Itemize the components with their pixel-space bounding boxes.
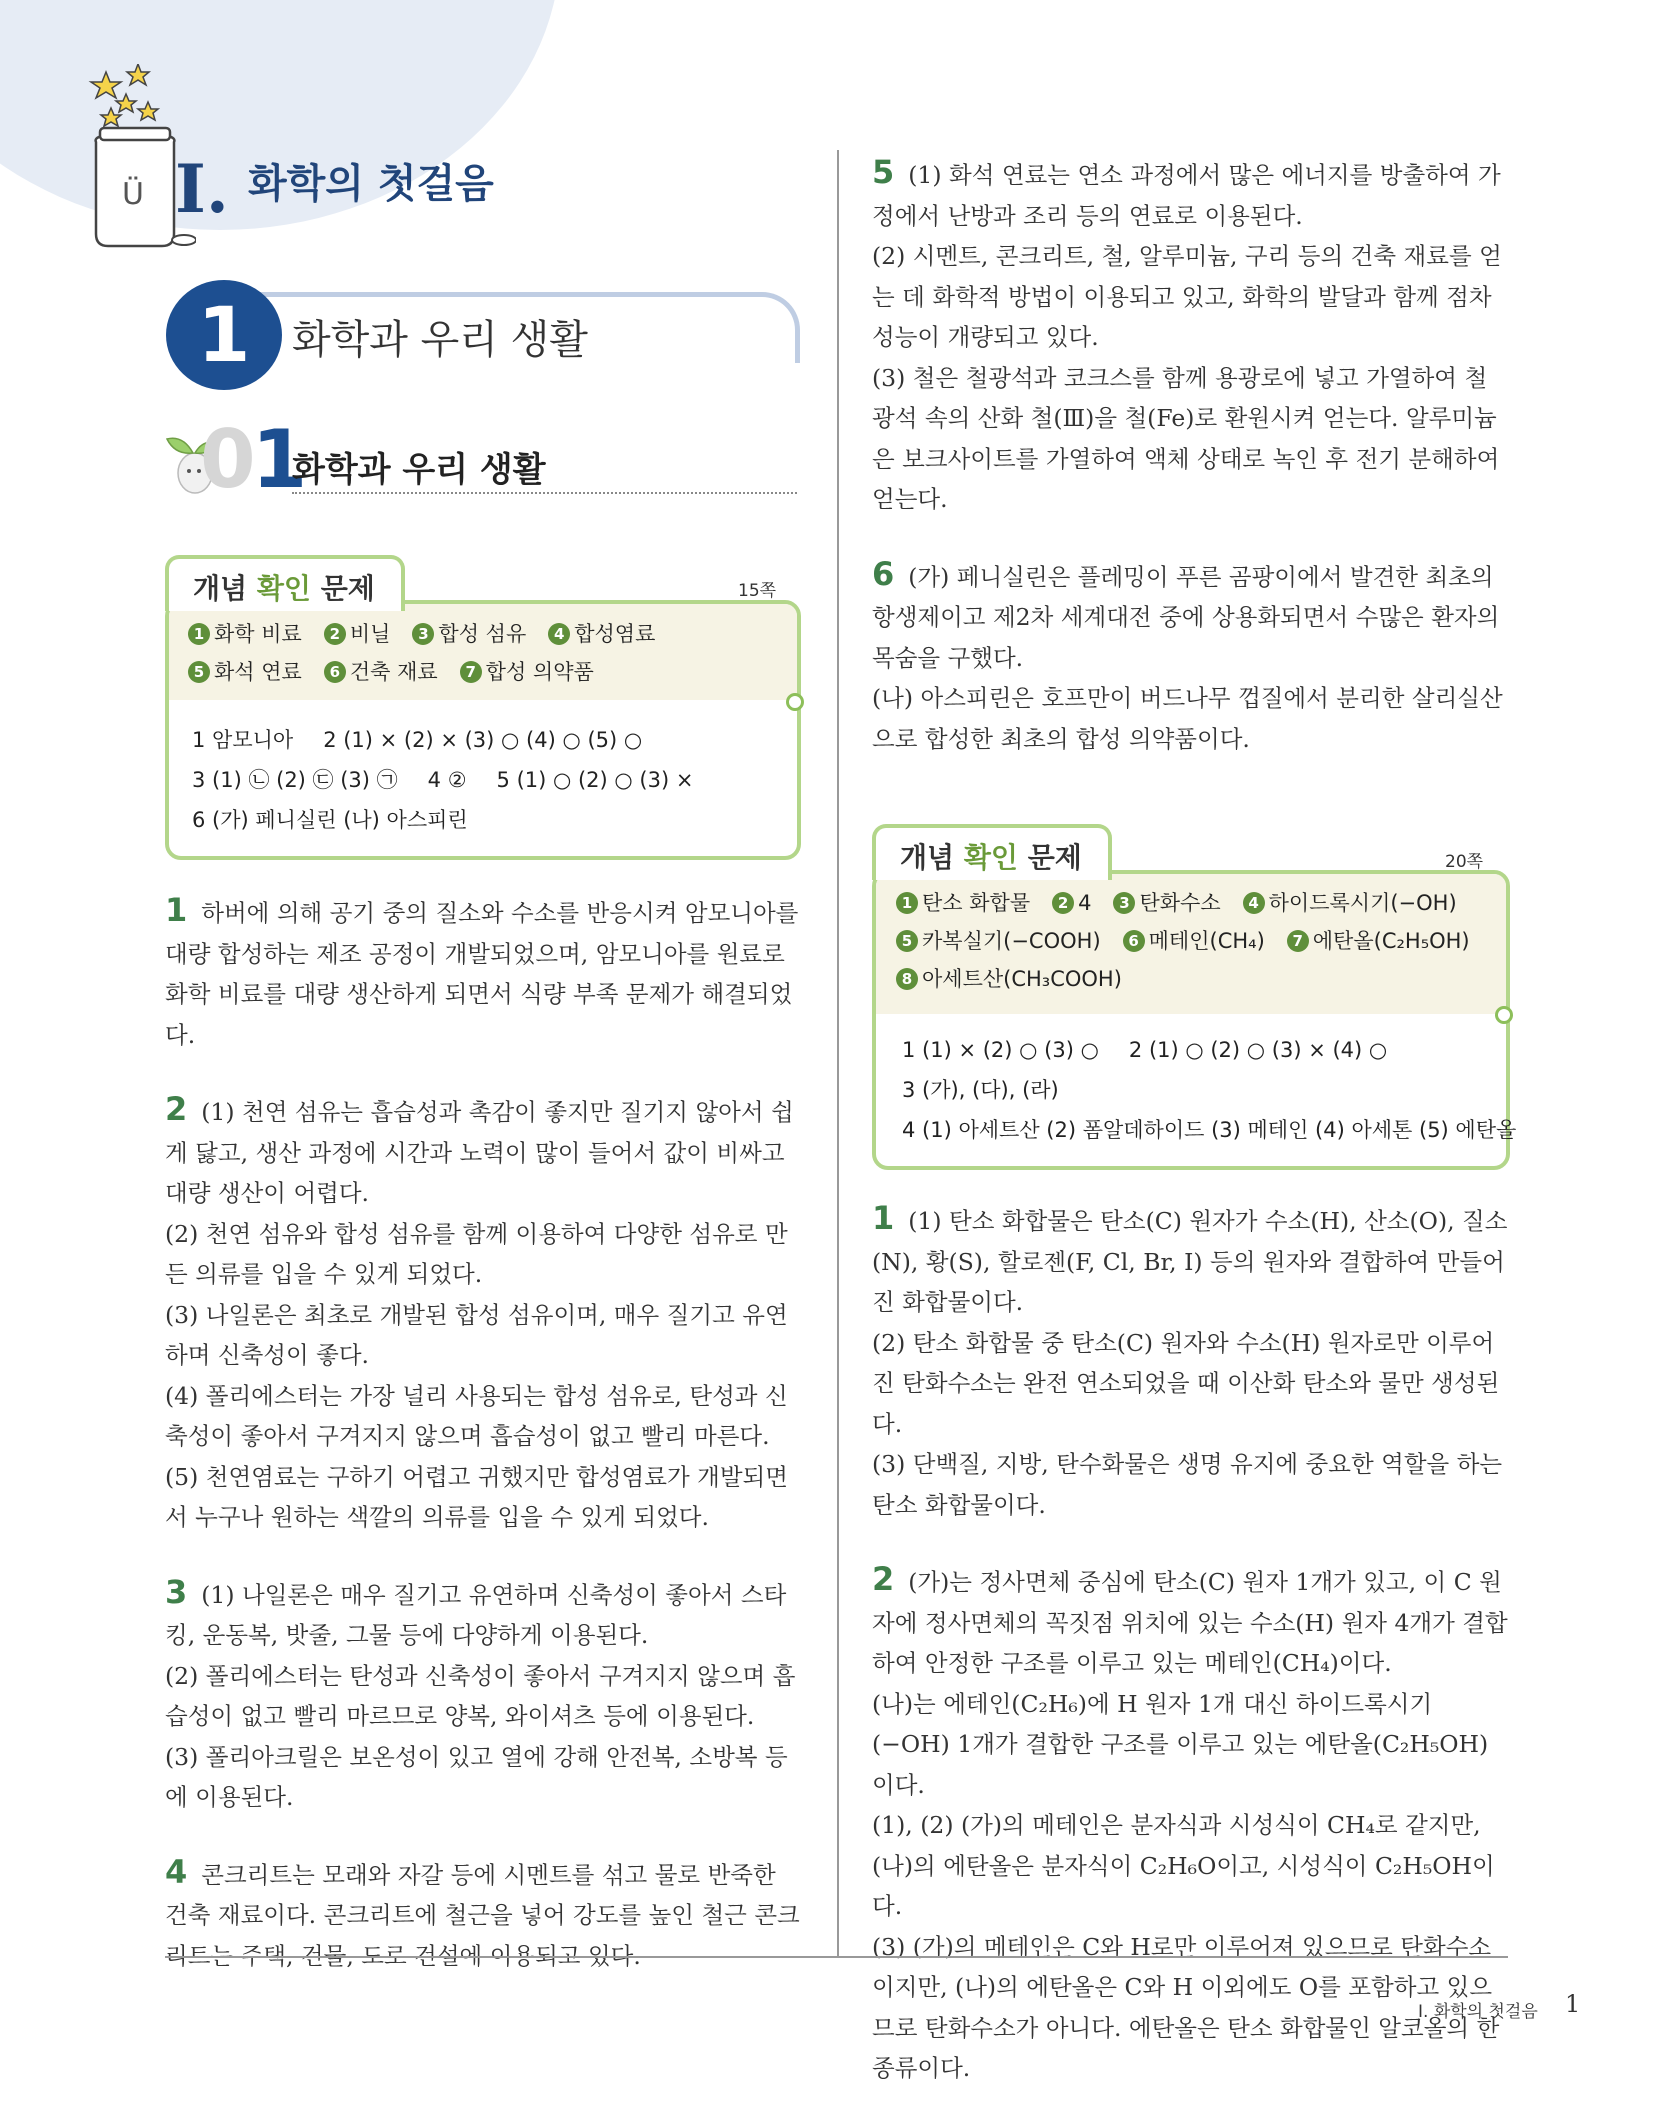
explanation-line [165,890,805,1055]
svg-text:Ü: Ü [122,177,144,212]
question-number: 4 [165,1852,188,1891]
keyword-item [324,615,391,653]
concept-check-tab-1 [165,555,405,611]
explanation-line [872,554,1508,679]
explanation-line [165,1214,805,1295]
question-number: 2 [872,1560,895,1598]
keyword-text: 합성염료 [574,622,656,646]
concept-check-tab-2 [872,824,1112,880]
answer-item: 1 (1) × (2) ○ (3) ○ [902,1038,1099,1062]
question-number: 1 [872,1199,895,1237]
keyword-text: 건축 재료 [349,660,438,684]
answer-item: 4 ② [427,768,467,792]
keyword-text: 카복실기(−COOH) [922,929,1101,953]
keyword-text: 탄화수소 [1139,891,1221,915]
explanation-line [872,152,1508,236]
keyword-item [412,615,526,653]
answer-item: 2 (1) ○ (2) ○ (3) × (4) ○ [1128,1038,1388,1062]
explanation-text: (1) 천연 섬유는 흡습성과 촉감이 좋지만 질기지 않아서 쉽게 닳고, 생산 과정에 시간과 노력이 많이 들어서 값이 비싸고 대량 생산이 어렵다. [165,1098,794,1207]
keyword-number-badge: 5 [188,661,210,683]
keyword-text: 아세트산(CH₃COOH) [922,967,1122,991]
part-title: 화학의 첫걸음 [248,161,494,207]
tab-highlight: 확인 [963,841,1018,874]
explanation-text: (2) 시멘트, 콘크리트, 철, 알루미늄, 구리 등의 건축 재료를 얻는 데 화학적 방법이 이용되고 있고, 화학의 발달과 함께 점차 성능이 개량되고 있다. [872,242,1502,351]
keyword-item [1052,884,1091,922]
explanation-line [872,1198,1508,1323]
part-roman-numeral: I. [175,150,229,228]
keyword-number-badge: 2 [324,623,346,645]
section-underline [292,492,797,494]
explanation-text: (3) 단백질, 지방, 탄수화물은 생명 유지에 중요한 역할을 하는 탄소 화합물이다. [872,1450,1503,1519]
keyword-number-badge: 8 [896,968,918,990]
keyword-text: 에탄올(C₂H₅OH) [1312,929,1470,953]
answer-item: 6 (가) 페니실린 (나) 아스피린 [192,808,468,832]
keyword-text: 4 [1078,891,1092,915]
explanation-block [872,1559,1508,2089]
explanation-text: (2) 폴리에스터는 탄성과 신축성이 좋아서 구겨지지 않으며 흡습성이 없고 빨리 마르므로 양복, 와이셔츠 등에 이용된다. [165,1661,796,1730]
footer-rule [165,1956,1508,1958]
tab-highlight: 확인 [256,572,311,605]
keyword-number-badge: 7 [1287,930,1309,952]
explanation-block [872,152,1508,520]
explanation-text: (가) 페니실린은 플레밍이 푸른 곰팡이에서 발견한 최초의 항생제이고 제2차 세계대전 중에 상용화되면서 수많은 환자의 목숨을 구했다. [872,562,1500,672]
keyword-item [188,615,302,653]
question-number: 1 [165,891,188,929]
explanation-line [165,1656,805,1737]
explanation-text: (5) 천연염료는 구하기 어렵고 귀했지만 합성염료가 개발되면서 누구나 원하는 색깔의 의류를 입을 수 있게 되었다. [165,1462,788,1531]
explanation-text: (3) 폴리아크릴은 보온성이 있고 열에 강해 안전복, 소방복 등에 이용된다. [165,1742,788,1811]
right-explanations-bottom [872,1198,1508,2123]
explanation-line [872,1805,1508,1927]
keyword-text: 하이드록시기(−OH) [1268,891,1457,915]
keyword-text: 합성 의약품 [485,660,594,684]
explanation-block [165,1089,805,1538]
explanation-line [872,1559,1508,1684]
explanation-text: (4) 폴리에스터는 가장 널리 사용되는 합성 섬유로, 탄성과 신축성이 좋아서 구겨지지 않으며 흡습성이 없고 빨리 마른다. [165,1381,788,1450]
keyword-text: 화학 비료 [214,622,302,646]
explanation-block [165,890,805,1055]
answer-list [192,720,787,840]
explanation-text: (1) 탄소 화합물은 탄소(C) 원자가 수소(H), 산소(O), 질소(N), 황(S), 할로젠(F, Cl, Br, I) 등의 원자와 결합하여 만들어진 화합물이다. [872,1207,1508,1316]
section-number [200,413,304,506]
answer-item: 1 암모니아 [192,728,294,752]
keyword-text: 화석 연료 [214,660,302,684]
keyword-text: 탄소 화합물 [922,891,1031,915]
explanation-text: (1), (2) (가)의 메테인은 분자식과 시성식이 CH₄로 같지만, (나)의 에탄올은 분자식이 C₂H₆O이고, 시성식이 C₂H₅OH이다. [872,1811,1495,1920]
tab-text: 문제 [1027,841,1082,874]
explanation-text: (2) 천연 섬유와 합성 섬유를 함께 이용하여 다양한 섬유로 만든 의류를 입을 수 있게 되었다. [165,1219,788,1288]
keyword-item [1113,884,1220,922]
keyword-number-badge: 1 [896,892,918,914]
keyword-item [1123,922,1265,960]
keyword-item [896,884,1030,922]
explanation-line [872,358,1508,520]
keyword-text: 메테인(CH₄) [1148,929,1265,953]
answer-item: 5 (1) ○ (2) ○ (3) × [496,768,694,792]
keyword-number-badge: 6 [1123,930,1145,952]
explanation-text: (3) 철은 철광석과 코크스를 함께 용광로에 넣고 가열하여 철광석 속의 산화 철(Ⅲ)을 철(Fe)로 환원시켜 얻는다. 알루미늄은 보크사이트를 가열하여 액체 상태로 녹인 후 전기 분해하여 얻는다. [872,363,1500,513]
keyword-item [548,615,655,653]
tab-text: 문제 [320,572,375,605]
explanation-text: (3) 나일론은 최초로 개발된 합성 섬유이며, 매우 질기고 유연하며 신축성이 좋다. [165,1300,788,1369]
question-number: 5 [872,153,895,191]
chapter-title: 화학과 우리 생활 [292,317,588,363]
keyword-item [324,653,438,691]
keyword-item [896,960,1122,998]
keyword-number-badge: 5 [896,930,918,952]
column-divider [837,150,839,1956]
explanation-text: (1) 나일론은 매우 질기고 유연하며 신축성이 좋아서 스타킹, 운동복, 밧줄, 그물 등에 다양하게 이용된다. [165,1580,787,1649]
explanation-line [872,236,1508,358]
keyword-list [896,884,1496,998]
box-connector-dot [786,693,804,711]
answer-item: 3 (1) ㉡ (2) ㉢ (3) ㉠ [192,768,398,792]
explanation-text: (2) 탄소 화합물 중 탄소(C) 원자와 수소(H) 원자로만 이루어진 탄화수소는 완전 연소되었을 때 이산화 탄소와 물만 생성된다. [872,1328,1500,1438]
explanation-line [872,1684,1508,1806]
section-title: 화학과 우리 생활 [292,450,546,490]
footer-part-label: I. 화학의 첫걸음 [1418,2002,1538,2022]
question-number: 2 [165,1090,188,1128]
keyword-number-badge: 3 [412,623,434,645]
box-connector-dot [1495,1006,1513,1024]
keyword-number-badge: 2 [1052,892,1074,914]
explanation-text: (1) 화석 연료는 연소 과정에서 많은 에너지를 방출하여 가정에서 난방과 조리 등의 연료로 이용된다. [872,161,1501,230]
question-number: 6 [872,554,895,593]
explanation-line [872,1927,1508,2089]
keyword-number-badge: 3 [1113,892,1135,914]
answer-item: 4 (1) 아세트산 (2) 폼알데하이드 (3) 메테인 (4) 아세톤 (5) 에탄올 [902,1118,1517,1142]
page-number: 1 [1565,1990,1581,2018]
explanation-line [165,1457,805,1538]
keyword-item [188,653,302,691]
explanation-line [165,1295,805,1376]
explanation-block [872,1198,1508,1525]
explanation-line [165,1089,805,1214]
tab-text: 개념 [193,572,248,605]
keyword-number-badge: 6 [324,661,346,683]
left-explanations [165,890,805,2010]
section-number-zero: 0 [200,413,252,506]
keyword-item [460,653,594,691]
keyword-text: 합성 섬유 [438,622,527,646]
explanation-line [872,1323,1508,1445]
explanation-block [165,1572,805,1818]
right-explanations-top [872,152,1508,793]
keyword-item [1287,922,1470,960]
explanation-line [165,1737,805,1818]
keyword-list [188,615,778,691]
keyword-number-badge: 1 [188,623,210,645]
keyword-number-badge: 4 [1243,892,1265,914]
explanation-text: (나) 아스피린은 호프만이 버드나무 껍질에서 분리한 살리실산으로 합성한 최초의 합성 의약품이다. [872,684,1503,753]
section-number-digit: 1 [251,413,304,506]
keyword-number-badge: 7 [460,661,482,683]
keyword-item [1243,884,1457,922]
explanation-text: 콘크리트는 모래와 자갈 등에 시멘트를 섞고 물로 반죽한 건축 재료이다. 콘크리트에 철근을 넣어 강도를 높인 철근 콘크리트는 주택, 건물, 도로 건설에 이용되고 있다. [165,1860,800,1970]
keyword-item [896,922,1101,960]
tab-text: 개념 [900,841,955,874]
chapter-number-badge: 1 [166,280,282,390]
explanation-text: (3) (가)의 메테인은 C와 H로만 이루어져 있으므로 탄화수소이지만, (나)의 에탄올은 C와 H 이외에도 O를 포함하고 있으므로 탄화수소가 아니다. 에탄올은 탄소 화합물인 알코올의 한 종류이다. [872,1932,1500,2082]
explanation-text: 하버에 의해 공기 중의 질소와 수소를 반응시켜 암모니아를 대량 합성하는 제조 공정이 개발되었으며, 암모니아를 원료로 화학 비료를 대량 생산하게 되면서 식량 부족 문제가 해결되었다. [165,899,799,1049]
page-reference: 15쪽 [738,581,777,601]
explanation-line [872,678,1508,759]
explanation-line [165,1572,805,1656]
page-reference: 20쪽 [1445,852,1484,872]
answer-item: 3 (가), (다), (라) [902,1078,1059,1102]
explanation-text: (나)는 에테인(C₂H₆)에 H 원자 1개 대신 하이드록시기(−OH) 1개가 결합한 구조를 이루고 있는 에탄올(C₂H₅OH)이다. [872,1689,1489,1799]
answer-item: 2 (1) × (2) × (3) ○ (4) ○ (5) ○ [323,728,643,752]
keyword-text: 비닐 [349,622,391,646]
answer-list [902,1030,1517,1150]
question-number: 3 [165,1572,188,1611]
explanation-line [165,1376,805,1457]
explanation-text: (가)는 정사면체 중심에 탄소(C) 원자 1개가 있고, 이 C 원자에 정사면체의 꼭짓점 위치에 있는 수소(H) 원자 4개가 결합하여 안정한 구조를 이루고 있는 메테인(CH₄)이다. [872,1568,1508,1677]
explanation-block [872,554,1508,760]
explanation-line [872,1444,1508,1525]
keyword-number-badge: 4 [548,623,570,645]
